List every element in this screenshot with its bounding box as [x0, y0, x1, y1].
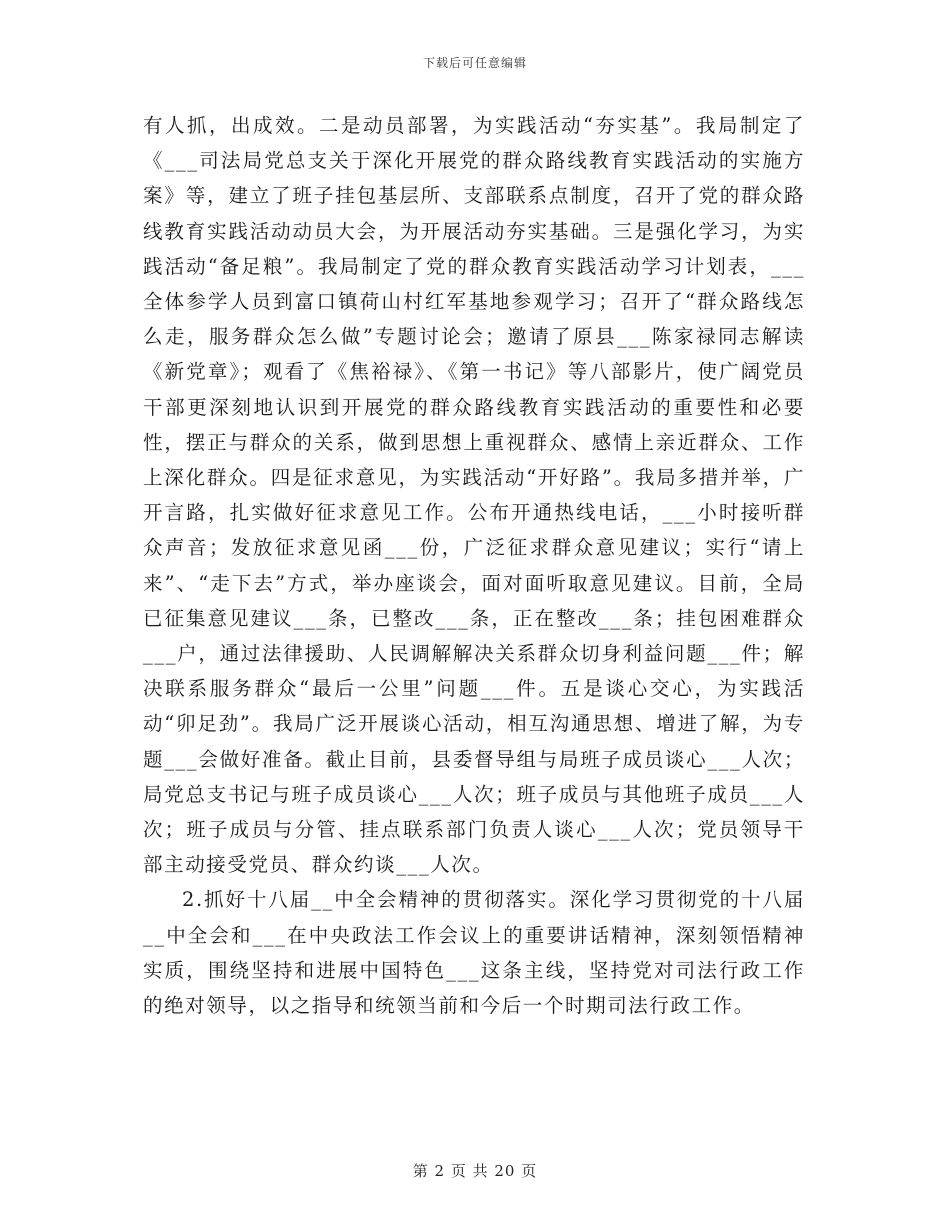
body-paragraph-2: 2.抓好十八届__中全会精神的贯彻落实。深化学习贯彻党的十八届__中全会和___在中央政法工作会议上的重要讲话精神，深刻领悟精神实质，围绕坚持和进展中国特色___这条主线，坚持党对司法行政工作的绝对领导，以之指导和统领当前和今后一个时期司法行政工作。 [143, 888, 805, 1018]
body-paragraph-1: 有人抓，出成效。二是动员部署，为实践活动“夯实基”。我局制定了《___司法局党总支关于深化开展党的群众路线教育实践活动的实施方案》等，建立了班子挂包基层所、支部联系点制度，召开了党的群众路线教育实践活动动员大会，为开展活动夯实基础。三是强化学习，为实践活动“备足粮”。我局制定了党的群众教育实践活动学习计划表，___全体参学人员到富口镇荷山村红军基地参观学习；召开了“群众路线怎么走，服务群众怎么做”专题讨论会；邀请了原县___陈家禄同志解读《新党章》；观看了《焦裕禄》、《第一书记》等八部影片，使广阔党员干部更深刻地认识到开展党的群众路线教育实践活动的重要性和必要性，摆正与群众的关系，做到思想上重视群众、感情上亲近群众、工作上深化群众。四是征求意见，为实践活动“开好路”。我局多措并举，广开言路，扎实做好征求意见工作。公布开通热线电话，___小时接听群众声音；发放征求意见函___份，广泛征求群众意见建议；实行“请上来”、“走下去”方式，举办座谈会，面对面听取意见建议。目前，全局已征集意见建议___条，已整改___条，正在整改___条；挂包困难群众___户，通过法律援助、人民调解解决关系群众切身利益问题___件；解决联系服务群众“最后一公里”问题___件。五是谈心交心，为实践活动“卯足劲”。我局广泛开展谈心活动，相互沟通思想、增进了解，为专题___会做好准备。截止目前，县委督导组与局班子成员谈心___人次；局党总支书记与班子成员谈心___人次；班子成员与其他班子成员___人次；班子成员与分管、挂点联系部门负责人谈心___人次；党员领导干部主动接受党员、群众约谈___人次。 [143, 114, 805, 877]
page-number-footer: 第 2 页 共 20 页 [412, 1162, 538, 1180]
document-body [143, 108, 805, 1023]
page-header: 下载后可任意编辑 [422, 56, 527, 70]
